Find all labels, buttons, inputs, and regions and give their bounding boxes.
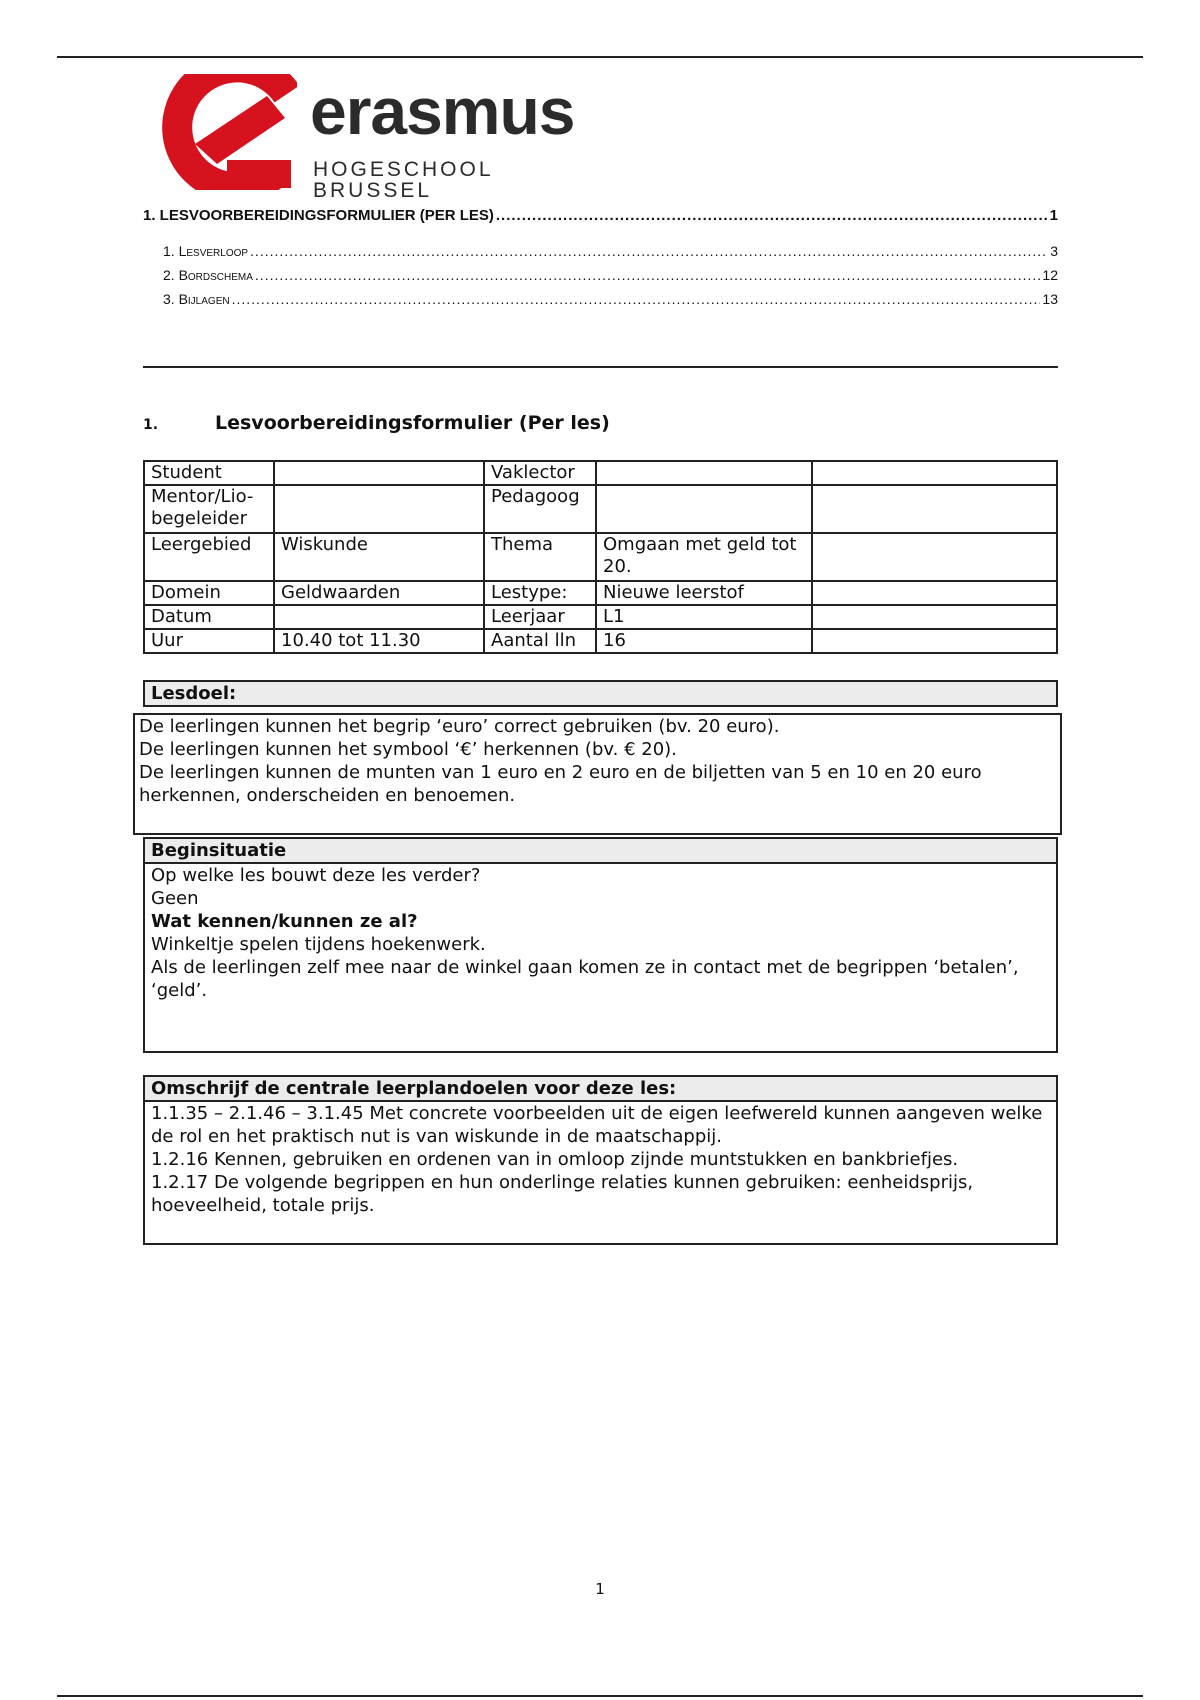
- toc-entry-page: 1: [1049, 207, 1058, 224]
- toc-entry[interactable]: [143, 243, 1058, 267]
- leerplandoel-line: 1.1.35 – 2.1.46 – 3.1.45 Met concrete voorbeelden uit de eigen leefwereld kunnen aangeven welke de rol en het praktisch nut is van wiskunde in de maatschappij.: [151, 1103, 1043, 1147]
- bottom-rule: [57, 1695, 1143, 1697]
- table-value-cell: [812, 605, 1057, 629]
- beginsituatie-title: Beginsituatie: [145, 839, 1056, 864]
- table-value-cell: [274, 605, 484, 629]
- leerplandoel-line: 1.2.17 De volgende begrippen en hun onderlinge relaties kunnen gebruiken: eenheidsprijs, hoeveelheid, totale prijs.: [151, 1172, 974, 1216]
- top-rule: [57, 56, 1143, 58]
- table-value-cell: [596, 461, 812, 485]
- lesdoel-line: De leerlingen kunnen het begrip ‘euro’ correct gebruiken (bv. 20 euro).: [139, 716, 780, 737]
- beginsituatie-box: [143, 837, 1058, 1053]
- table-value-cell: Wiskunde: [274, 533, 484, 581]
- toc-entry-page: 12: [1042, 267, 1058, 283]
- logo-brand-text: erasmus: [310, 74, 575, 148]
- beginsituatie-answer: Winkeltje spelen tijdens hoekenwerk.: [151, 934, 486, 955]
- table-value-cell: [274, 461, 484, 485]
- table-of-contents: [143, 207, 1058, 315]
- table-label-cell: Domein: [144, 581, 274, 605]
- erasmus-logo: [147, 74, 617, 202]
- table-label-cell: Pedagoog: [484, 485, 596, 533]
- lesdoel-line: De leerlingen kunnen het symbool ‘€’ herkennen (bv. € 20).: [139, 739, 677, 760]
- table-value-cell: 10.40 tot 11.30: [274, 629, 484, 653]
- table-value-cell: Nieuwe leerstof: [596, 581, 812, 605]
- table-label-cell: Thema: [484, 533, 596, 581]
- table-row: [144, 581, 1057, 605]
- table-value-cell: [812, 629, 1057, 653]
- erasmus-e-icon: [147, 74, 297, 190]
- section-number: 1.: [143, 417, 159, 433]
- table-value-cell: [812, 533, 1057, 581]
- lesdoel-title: Lesdoel: [151, 683, 230, 704]
- toc-entry[interactable]: [143, 267, 1058, 291]
- table-label-cell: Uur: [144, 629, 274, 653]
- page-number: 1: [595, 1580, 605, 1598]
- table-row: [144, 461, 1057, 485]
- section-title: Lesvoorbereidingsformulier (Per les): [215, 412, 610, 434]
- beginsituatie-question-bold: Wat kennen/kunnen ze al?: [151, 911, 418, 932]
- toc-leader-dots: [232, 291, 1041, 307]
- table-value-cell: [596, 485, 812, 533]
- table-value-cell: Omgaan met geld tot 20.: [596, 533, 812, 581]
- table-label-cell: Leerjaar: [484, 605, 596, 629]
- table-label-cell: Student: [144, 461, 274, 485]
- toc-entry-main[interactable]: [143, 207, 1058, 243]
- leerplandoel-line: 1.2.16 Kennen, gebruiken en ordenen van in omloop zijnde muntstukken en bankbriefjes.: [151, 1149, 959, 1170]
- table-value-cell: [812, 581, 1057, 605]
- lesdoel-line: De leerlingen kunnen de munten van 1 euro en 2 euro en de biljetten van 5 en 10 en 20 euro herkennen, onderscheiden en benoemen.: [139, 762, 982, 806]
- section-heading: [143, 412, 610, 434]
- toc-entry-label: 3. Bijlagen: [163, 291, 230, 307]
- table-label-cell: Datum: [144, 605, 274, 629]
- table-value-cell: [812, 461, 1057, 485]
- beginsituatie-answer: Geen: [151, 888, 199, 909]
- table-label-cell: Lestype:: [484, 581, 596, 605]
- table-value-cell: [274, 485, 484, 533]
- table-value-cell: [812, 485, 1057, 533]
- table-label-cell: Mentor/Lio-begeleider: [144, 485, 274, 533]
- table-value-cell: Geldwaarden: [274, 581, 484, 605]
- table-value-cell: 16: [596, 629, 812, 653]
- toc-entry-label: 1. LESVOORBEREIDINGSFORMULIER (PER LES): [143, 207, 494, 224]
- lesdoel-header-box: Lesdoel:: [143, 680, 1058, 707]
- toc-entry[interactable]: [143, 291, 1058, 315]
- toc-entry-label: 1. Lesverloop: [163, 243, 249, 259]
- toc-entry-page: 13: [1042, 291, 1058, 307]
- table-row: [144, 629, 1057, 653]
- table-label-cell: Aantal lln: [484, 629, 596, 653]
- table-value-cell: L1: [596, 605, 812, 629]
- beginsituatie-answer: Als de leerlingen zelf mee naar de winkel gaan komen ze in contact met de begrippen ‘betalen’, ‘geld’.: [151, 957, 1019, 1001]
- toc-entry-page: 3: [1050, 243, 1058, 259]
- leerplandoelen-title: Omschrijf de centrale leerplandoelen voor deze les:: [145, 1077, 1056, 1102]
- table-row: [144, 485, 1057, 533]
- logo-subtitle: HOGESCHOOL BRUSSEL: [313, 158, 493, 202]
- leerplandoelen-box: [143, 1075, 1058, 1245]
- table-row: [144, 533, 1057, 581]
- toc-leader-dots: [250, 243, 1048, 259]
- beginsituatie-question: Op welke les bouwt deze les verder?: [151, 865, 481, 886]
- toc-leader-dots: [255, 267, 1041, 283]
- table-row: [144, 605, 1057, 629]
- toc-divider: [143, 366, 1058, 368]
- lesdoel-body-box: [133, 713, 1062, 835]
- table-label-cell: Leergebied: [144, 533, 274, 581]
- lesson-info-table: [143, 460, 1058, 654]
- toc-leader-dots: [496, 207, 1048, 224]
- toc-entry-label: 2. Bordschema: [163, 267, 253, 283]
- table-label-cell: Vaklector: [484, 461, 596, 485]
